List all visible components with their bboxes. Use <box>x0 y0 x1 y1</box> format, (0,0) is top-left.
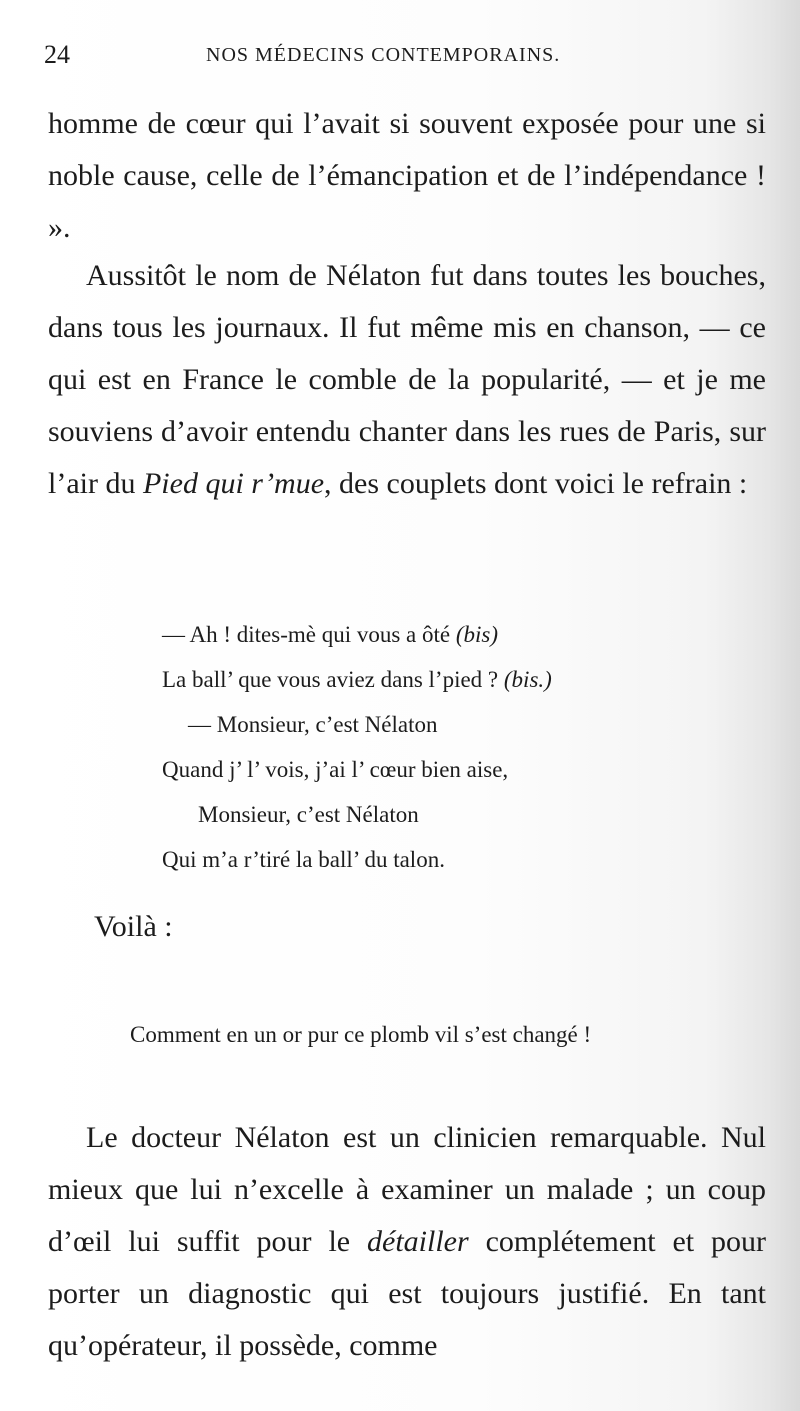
verse-line-italic: (bis.) <box>503 667 552 692</box>
verse-line-text: — Ah ! dites-mè qui vous a ôté <box>162 622 456 647</box>
verse-line-text: La ball’ que vous aviez dans l’pied ? <box>162 667 504 692</box>
paragraph-3-italic: détailler <box>367 1225 469 1258</box>
verse-line <box>162 837 682 882</box>
paragraph-3-text: Le docteur Nélaton est un clinicien remarquable. Nul mieux que lui n’excelle à examiner un malade ; un coup d’œil lui suffit pour le <box>48 1121 766 1258</box>
verse-line <box>162 612 682 657</box>
verse-line <box>162 792 682 837</box>
paragraph-2-text-end: , des couplets dont voici le refrain : <box>324 467 748 500</box>
song-refrain <box>162 612 682 882</box>
running-head: NOS MÉDECINS CONTEMPORAINS. <box>206 44 561 66</box>
paragraph-2-text: Aussitôt le nom de Nélaton fut dans toutes les bouches, dans tous les journaux. Il fut même mis en chanson, — ce qui est en France le comble de la popularité, — et je me souviens d’avoir entendu chanter dans les rues de Paris, sur l’air du <box>48 259 766 500</box>
paragraph-1: homme de cœur qui l’avait si souvent exposée pour une si noble cause, celle de l’émancipation et de l’indépendance ! ». <box>48 107 766 244</box>
verse-line-italic: (bis) <box>455 622 499 647</box>
voila-line: Voilà : <box>94 910 173 943</box>
verse-line <box>162 747 682 792</box>
verse-line-text: Monsieur, c’est Nélaton <box>198 802 419 827</box>
paragraph-3 <box>48 1112 766 1372</box>
paragraph-2-italic: Pied qui r’mue <box>142 467 325 500</box>
page-number: 24 <box>44 40 70 69</box>
paragraph-2 <box>48 250 766 510</box>
verse-line <box>162 702 682 747</box>
verse-line-text: — Monsieur, c’est Nélaton <box>188 712 438 737</box>
paragraph-3-text-end: complétement et pour porter un diagnostic qui est toujours justifié. En tant qu’opérateur, il possède, comme <box>48 1225 767 1362</box>
verse-line <box>162 657 682 702</box>
verse-line-text: Qui m’a r’tiré la ball’ du talon. <box>162 847 445 872</box>
verse-line-text: Quand j’ l’ vois, j’ai l’ cœur bien aise, <box>162 757 509 782</box>
quotation-line: Comment en un or pur ce plomb vil s’est changé ! <box>130 1022 592 1047</box>
page-header <box>44 40 764 76</box>
